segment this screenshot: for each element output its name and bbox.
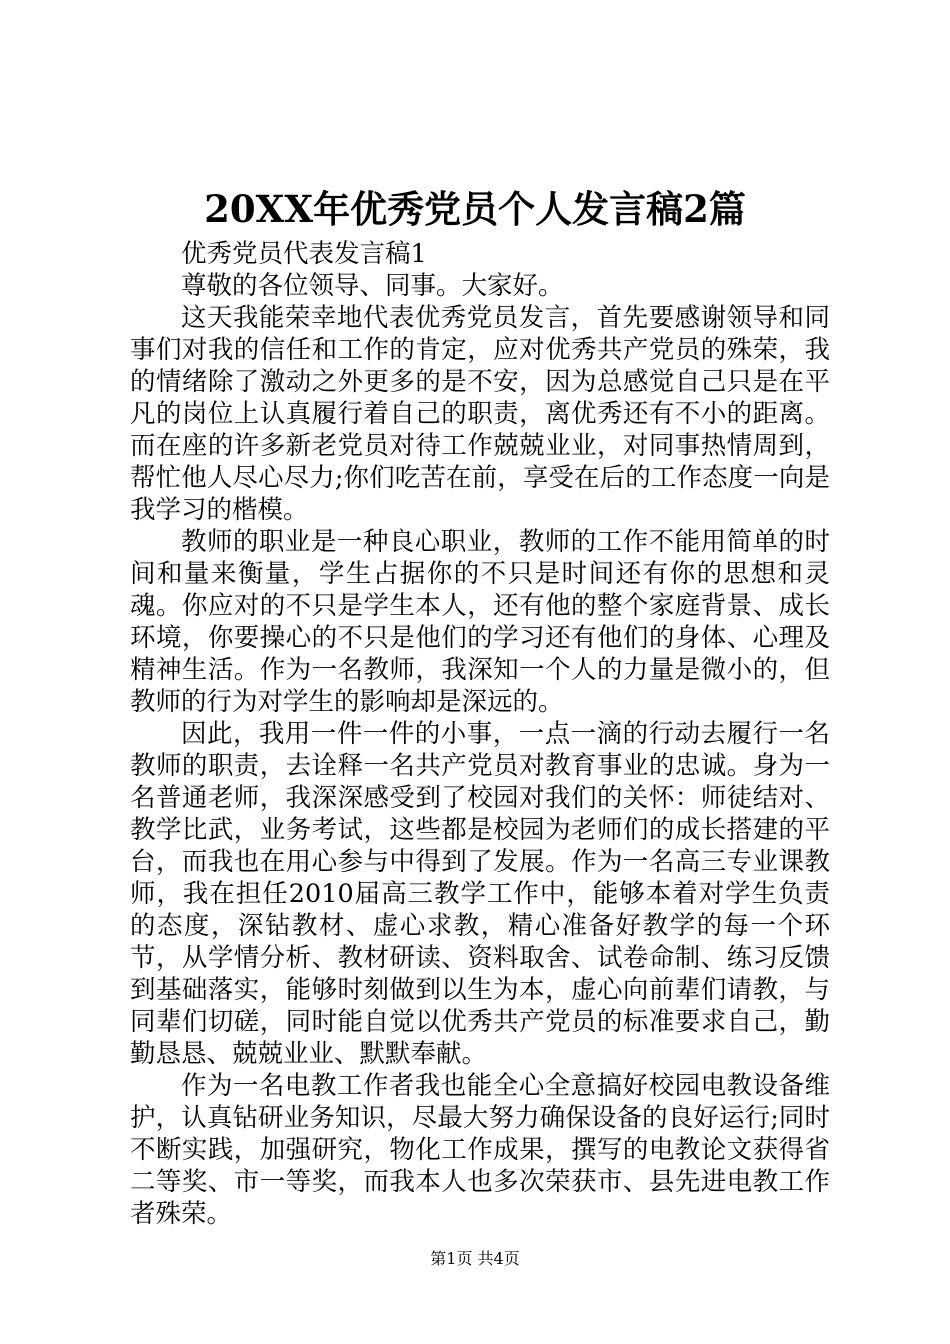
page-number-footer: 第1页 共4页	[430, 1249, 520, 1268]
paragraph-heading: 优秀党员代表发言稿1	[181, 239, 427, 269]
document-body	[130, 238, 830, 1230]
paragraph: 这天我能荣幸地代表优秀党员发言，首先要感谢领导和同事们对我的信任和工作的肯定，应对优秀共产党员的殊荣，我的情绪除了激动之外更多的是不安，因为总感觉自己只是在平凡的岗位上认真履行着自己的职责，离优秀还有不小的距离。而在座的许多新老党员对待工作兢兢业业，对同事热情周到，帮忙他人尽心尽力;你们吃苦在前，享受在后的工作态度一向是我学习的楷模。	[130, 303, 830, 525]
paragraph: 作为一名电教工作者我也能全心全意搞好校园电教设备维护，认真钻研业务知识，尽最大努力确保设备的良好运行;同时不断实践，加强研究，物化工作成果，撰写的电教论文获得省二等奖、市一等奖，而我本人也多次荣获市、县先进电教工作者殊荣。	[130, 1071, 830, 1229]
document-title: 20XX年优秀党员个人发言稿2篇	[204, 187, 746, 231]
paragraph-greeting: 尊敬的各位领导、同事。大家好。	[181, 271, 564, 301]
paragraph: 教师的职业是一种良心职业，教师的工作不能用简单的时间和量来衡量，学生占据你的不只是时间还有你的思想和灵魂。你应对的不只是学生本人，还有他的整个家庭背景、成长环境，你要操心的不只是他们的学习还有他们的身体、心理及精神生活。作为一名教师，我深知一个人的力量是微小的，但教师的行为对学生的影响却是深远的。	[130, 527, 830, 717]
paragraph: 因此，我用一件一件的小事，一点一滴的行动去履行一名教师的职责，去诠释一名共产党员对教育事业的忠诚。身为一名普通老师，我深深感受到了校园对我们的关怀：师徒结对、教学比武，业务考试，这些都是校园为老师们的成长搭建的平台，而我也在用心参与中得到了发展。作为一名高三专业课教师，我在担任2010届高三教学工作中，能够本着对学生负责的态度，深钻教材、虚心求教，精心准备好教学的每一个环节，从学情分析、教材研读、资料取舍、试卷命制、练习反馈到基础落实，能够时刻做到以生为本，虚心向前辈们请教，与同辈们切磋，同时能自觉以优秀共产党员的标准要求自己，勤勤恳恳、兢兢业业、默默奉献。	[130, 719, 830, 1069]
